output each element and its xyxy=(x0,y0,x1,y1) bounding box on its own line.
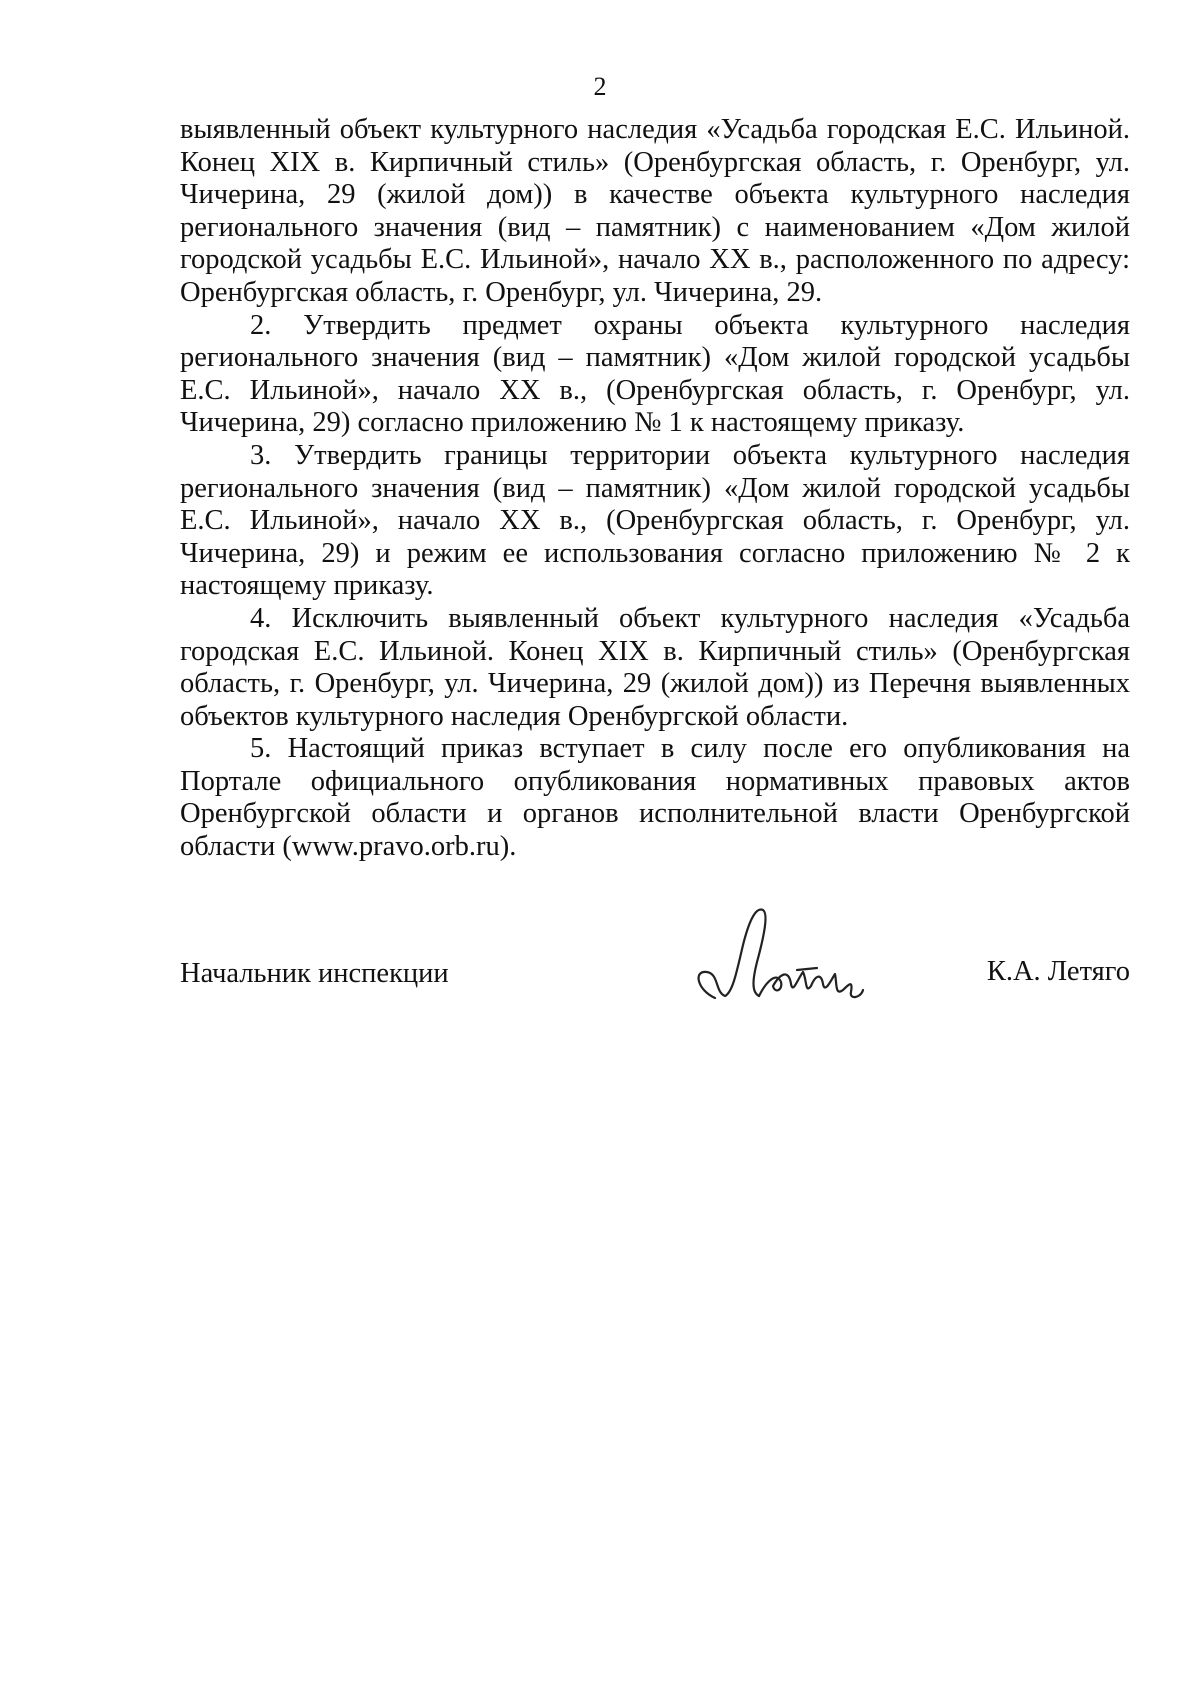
signatory-name: К.А. Летяго xyxy=(986,956,1130,987)
paragraph-1-continuation: выявленный объект культурного наследия «Усадьба городская Е.С. Ильиной. Конец XIX в. Кирпичный стиль» (Оренбургская область, г. Оренбург, ул. Чичерина, 29 (жилой дом)) в качестве объекта культурного наследия регионального значения (вид – памятник) с наименованием «Дом жилой городской усадьбы Е.С. Ильиной», начало XX в., расположенного по адресу: Оренбургская область, г. Оренбург, ул. Чичерина, 29. xyxy=(180,114,1130,308)
signature-block xyxy=(180,900,1130,1020)
page-number: 2 xyxy=(593,72,607,101)
paragraph-2: 2. Утвердить предмет охраны объекта культурного наследия регионального значения (вид – памятник) «Дом жилой городской усадьбы Е.С. Ильиной», начало XX в., (Оренбургская область, г. Оренбург, ул. Чичерина, 29) согласно приложению № 1 к настоящему приказу. xyxy=(180,309,1130,439)
signatory-title: Начальник инспекции xyxy=(180,958,449,989)
handwritten-signature-icon xyxy=(685,900,885,1010)
paragraph-4: 4. Исключить выявленный объект культурного наследия «Усадьба городская Е.С. Ильиной. Конец XIX в. Кирпичный стиль» (Оренбургская область, г. Оренбург, ул. Чичерина, 29 (жилой дом)) из Перечня выявленных объектов культурного наследия Оренбургской области. xyxy=(180,602,1130,732)
document-body xyxy=(180,114,1130,864)
paragraph-5: 5. Настоящий приказ вступает в силу после его опубликования на Портале официального опубликования нормативных правовых актов Оренбургской области и органов исполнительной власти Оренбургской области (www.pravo.orb.ru). xyxy=(180,733,1130,863)
paragraph-3: 3. Утвердить границы территории объекта культурного наследия регионального значения (вид – памятник) «Дом жилой городской усадьбы Е.С. Ильиной», начало XX в., (Оренбургская область, г. Оренбург, ул. Чичерина, 29) и режим ее использования согласно приложению № 2 к настоящему приказу. xyxy=(180,439,1130,602)
